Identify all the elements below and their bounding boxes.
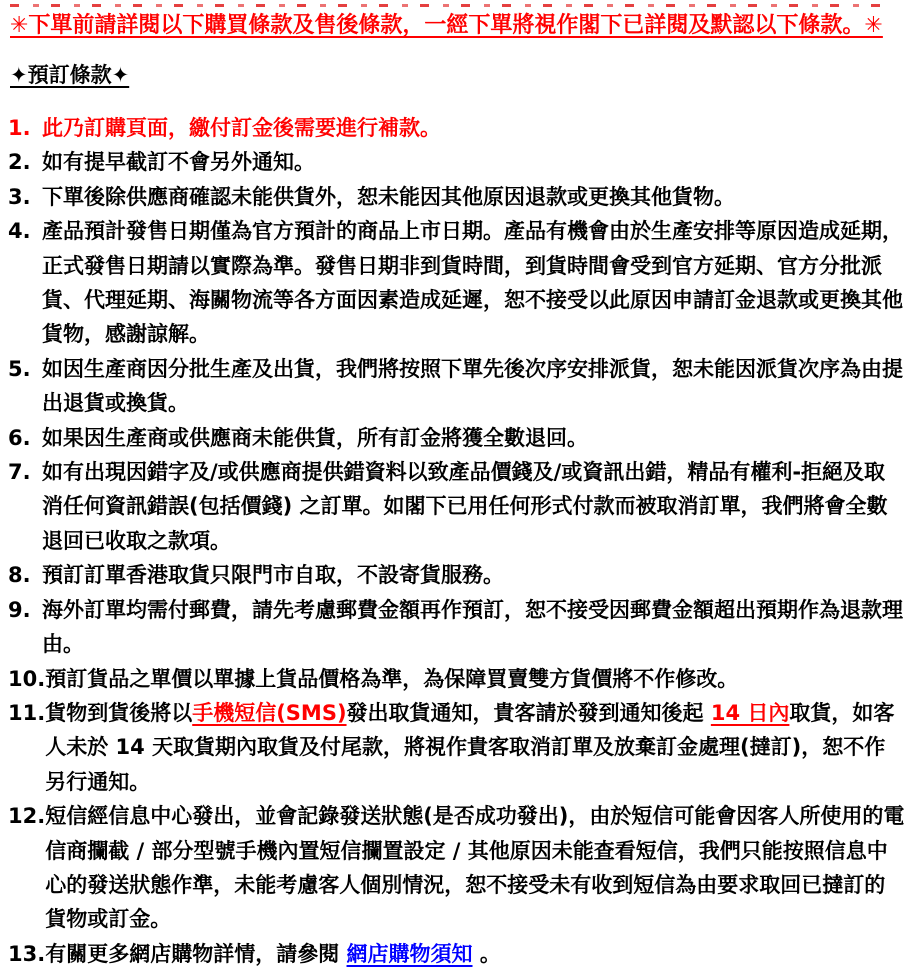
term-item-8 [8, 558, 905, 592]
term-number: 12. [8, 804, 46, 829]
term-item-3 [8, 180, 905, 214]
purchase-notice-banner: ✳下單前請詳閱以下購買條款及售後條款，一經下單將視作閣下已詳閱及默認以下條款。✳ [10, 13, 883, 38]
term-item-2 [8, 145, 905, 179]
term-text-segment: 如有提早截訂不會另外通知。 [42, 150, 315, 175]
term-text-segment: 有關更多網店購物詳情，請參閱 [45, 941, 347, 966]
term-text-segment: 產品預計發售日期僅為官方預計的商品上市日期。產品有機會由於生產安排等原因造成延期，正式發售日期請以實際為準。發售日期非到貨時間，到貨時間會受到官方延期、官方分批派貨、代理延期、海關物流等各方面因素造成延遲，恕不接受以此原因申請訂金退款或更換其他貨物，感謝諒解。 [42, 219, 903, 347]
term-text [45, 696, 905, 799]
term-text [45, 937, 905, 971]
term-text-segment: 取貨，如客人未於 14 天取貨期內取貨及付尾款，將視作貴客取消訂單及放棄訂金處理(撻訂)，恕不作另行通知。 [45, 700, 895, 794]
term-text-segment: 預訂訂單香港取貨只限門市自取，不設寄貨服務。 [42, 563, 504, 588]
term-text-segment: 如果因生產商或供應商未能供貨，所有訂金將獲全數退回。 [42, 425, 588, 450]
term-number: 6. [8, 425, 31, 450]
term-text-segment: 此乃訂購頁面，繳付訂金後需要進行補款。 [42, 116, 441, 140]
term-text [42, 421, 905, 455]
term-item-10 [8, 662, 905, 696]
term-text [42, 352, 905, 421]
term-number: 1. [8, 116, 31, 140]
term-number: 11. [8, 700, 46, 725]
term-item-11 [8, 696, 905, 799]
term-text-segment: 短信經信息中心發出，並會記錄發送狀態(是否成功發出)，由於短信可能會因客人所使用的電信商攔截 / 部分型號手機內置短信攔置設定 / 其他原因未能查看短信，我們只能按照信息中心的發送狀態作準，未能考慮客人個別情況，恕不接受未有收到短信為由要求取回已撻訂的貨物或訂金。 [45, 804, 905, 932]
term-item-7 [8, 455, 905, 558]
term-text [42, 111, 905, 145]
preorder-terms-title: ✦預訂條款✦ [10, 63, 130, 87]
term-text-segment: 如有出現因錯字及/或供應商提供錯資料以致產品價錢及/或資訊出錯，精品有權利-拒絕及取消任何資訊錯誤(包括價錢) 之訂單。如閣下已用任何形式付款而被取消訂單，我們將會全數退回已收取之款項。 [42, 460, 888, 553]
term-number: 7. [8, 460, 31, 485]
terms-list [8, 111, 905, 971]
term-text-segment: 海外訂單均需付郵費，請先考慮郵費金額再作預訂，恕不接受因郵費金額超出預期作為退款理由。 [42, 597, 903, 657]
clipped-text-artifact [10, 4, 882, 7]
pickup-deadline-highlight: 14 日內 [710, 700, 790, 725]
term-number: 9. [8, 597, 31, 622]
term-text-segment: 下單後除供應商確認未能供貨外，恕未能因其他原因退款或更換其他貨物。 [42, 184, 735, 209]
term-number: 8. [8, 563, 31, 588]
term-text [42, 455, 905, 558]
term-number: 4. [8, 219, 31, 244]
term-number: 10. [8, 666, 46, 691]
term-number: 2. [8, 150, 31, 175]
term-number: 3. [8, 184, 31, 209]
term-item-13 [8, 937, 905, 971]
term-text [42, 214, 905, 352]
term-item-6 [8, 421, 905, 455]
term-text [42, 145, 905, 179]
term-item-9 [8, 593, 905, 662]
term-text-segment: 。 [472, 941, 501, 966]
shop-guide-link[interactable]: 網店購物須知 [346, 941, 473, 966]
term-text-segment: 發出取貨通知，貴客請於發到通知後起 [346, 700, 711, 725]
term-item-1 [8, 111, 905, 145]
term-text-segment: 預訂貨品之單價以單據上貨品價格為準，為保障買賣雙方貨價將不作修改。 [45, 666, 739, 691]
term-text-segment: 如因生產商因分批生產及出貨，我們將按照下單先後次序安排派貨，恕未能因派貨次序為由提出退貨或換貨。 [42, 356, 903, 416]
term-text [45, 799, 905, 937]
term-text [42, 558, 905, 592]
term-text [42, 180, 905, 214]
term-number: 13. [8, 941, 46, 966]
term-text [42, 593, 905, 662]
sms-highlight: 手機短信(SMS) [192, 700, 347, 725]
term-number: 5. [8, 356, 31, 381]
term-text-segment: 貨物到貨後將以 [45, 700, 193, 725]
term-text [45, 662, 905, 696]
term-item-4 [8, 214, 905, 352]
term-item-5 [8, 352, 905, 421]
term-item-12 [8, 799, 905, 937]
